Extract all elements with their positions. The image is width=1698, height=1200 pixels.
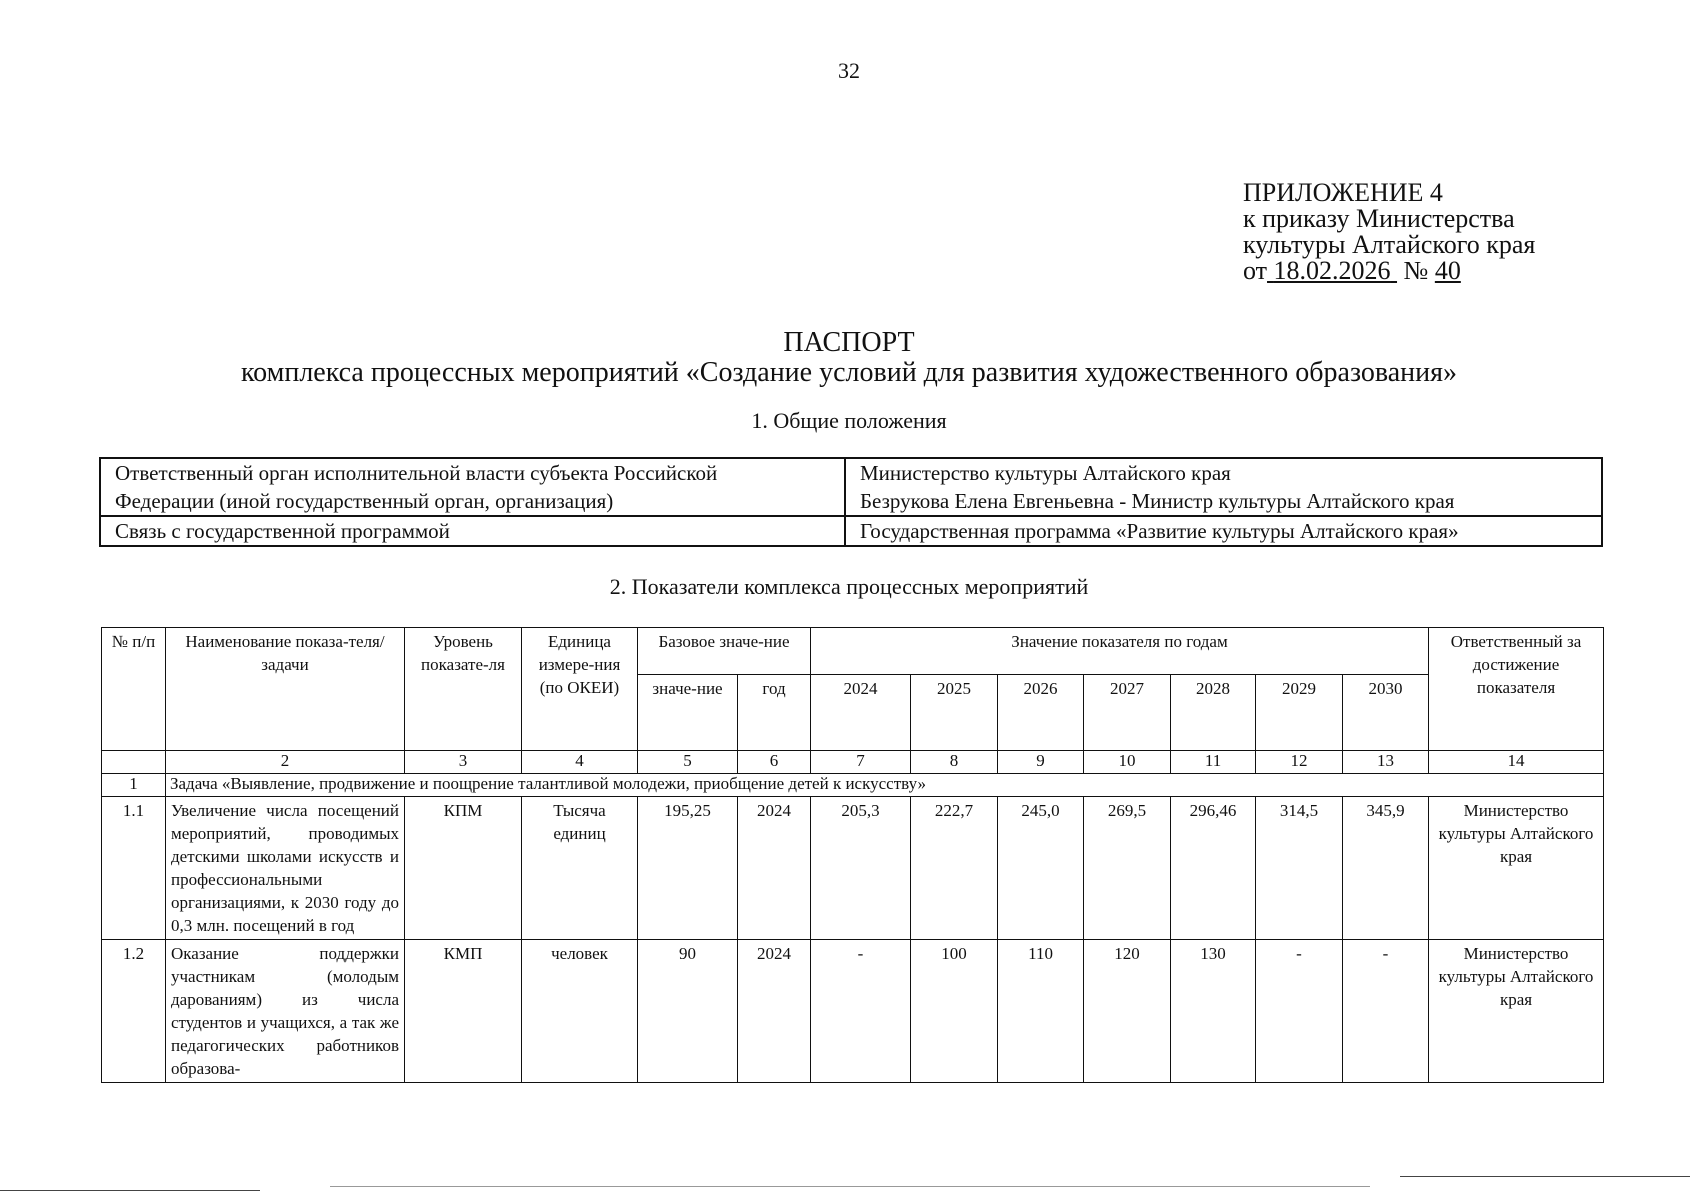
program-link-value: Государственная программа «Развитие культуры Алтайского края» (845, 516, 1602, 546)
year-value: 205,3 (811, 797, 911, 940)
base-year: 2024 (738, 940, 811, 1083)
indicator-name: Увеличение числа посещений мероприятий, проводимых детскими школами искусств и профессиональными организациями, к 2030 году до 0,3 млн. посещений в год (166, 797, 405, 940)
base-year: 2024 (738, 797, 811, 940)
general-provisions-table (99, 457, 1603, 547)
column-number: 9 (998, 751, 1084, 774)
order-date: 18.02.2026 (1273, 256, 1391, 285)
scan-artifact-line (0, 1190, 260, 1191)
responsible-body-value: Министерство культуры Алтайского края Безрукова Елена Евгеньевна - Министр культуры Алтайского края (845, 458, 1602, 516)
year-value: 269,5 (1084, 797, 1171, 940)
year-value: 245,0 (998, 797, 1084, 940)
year-value: - (1256, 940, 1343, 1083)
row-num: 1.2 (102, 940, 166, 1083)
indicator-level: КПМ (405, 797, 522, 940)
column-number: 11 (1171, 751, 1256, 774)
header-name: Наименование показа-теля/задачи (166, 628, 405, 751)
appendix-title: ПРИЛОЖЕНИЕ 4 (1243, 178, 1443, 207)
column-number: 12 (1256, 751, 1343, 774)
header-year: 2026 (998, 675, 1084, 751)
column-number: 3 (405, 751, 522, 774)
column-number: 8 (911, 751, 998, 774)
year-value: 345,9 (1343, 797, 1429, 940)
header-year: 2028 (1171, 675, 1256, 751)
column-number: 5 (638, 751, 738, 774)
year-value: 100 (911, 940, 998, 1083)
appendix-date-line (1243, 258, 1535, 284)
header-year: 2030 (1343, 675, 1429, 751)
header-year: 2029 (1256, 675, 1343, 751)
year-value: 120 (1084, 940, 1171, 1083)
table-row (100, 516, 1602, 546)
task-row (102, 774, 1604, 797)
task-num: 1 (102, 774, 166, 797)
responsible: Министерство культуры Алтайского края (1429, 797, 1604, 940)
appendix-block (1243, 180, 1535, 284)
header-base: Базовое значе-ние (638, 628, 811, 675)
responsible: Министерство культуры Алтайского края (1429, 940, 1604, 1083)
number-label: № (1403, 256, 1429, 285)
passport-subtitle: комплекса процессных мероприятий «Создание условий для развития художественного образования» (240, 357, 1457, 388)
column-number: 2 (166, 751, 405, 774)
section2-heading: 2. Показатели комплекса процессных мероприятий (609, 574, 1089, 599)
from-label: от (1243, 256, 1268, 285)
column-number: 10 (1084, 751, 1171, 774)
column-number: 4 (522, 751, 638, 774)
column-number: 6 (738, 751, 811, 774)
column-number: 13 (1343, 751, 1429, 774)
indicator-level: КМП (405, 940, 522, 1083)
year-value: 314,5 (1256, 797, 1343, 940)
header-year: 2027 (1084, 675, 1171, 751)
table-row (102, 797, 1604, 940)
year-value: - (1343, 940, 1429, 1083)
year-value: 130 (1171, 940, 1256, 1083)
task-text: Задача «Выявление, продвижение и поощрение талантливой молодежи, приобщение детей к искусству» (166, 774, 1604, 797)
table-row (102, 940, 1604, 1083)
row-num: 1.1 (102, 797, 166, 940)
responsible-body-label: Ответственный орган исполнительной власти субъекта Российской Федерации (иной государственный орган, организация) (100, 458, 845, 516)
header-unit: Единица измере-ния (по ОКЕИ) (522, 628, 638, 751)
column-number (102, 751, 166, 774)
appendix-order-line: к приказу Министерства (1243, 204, 1515, 233)
appendix-ministry-line: культуры Алтайского края (1243, 230, 1536, 259)
header-level: Уровень показате-ля (405, 628, 522, 751)
year-value: - (811, 940, 911, 1083)
column-number: 7 (811, 751, 911, 774)
column-number: 14 (1429, 751, 1604, 774)
year-value: 222,7 (911, 797, 998, 940)
base-value: 90 (638, 940, 738, 1083)
header-base-value: значе-ние (638, 675, 738, 751)
indicator-unit: Тысяча единиц (522, 797, 638, 940)
header-base-year: год (738, 675, 811, 751)
year-value: 110 (998, 940, 1084, 1083)
passport-heading: ПАСПОРТ (783, 327, 915, 358)
table-row (100, 458, 1602, 516)
indicator-unit: человек (522, 940, 638, 1083)
page-number: 32 (838, 58, 860, 83)
base-value: 195,25 (638, 797, 738, 940)
indicator-name: Оказание поддержки участникам (молодым дарованиям) из числа студентов и учащихся, а так же педагогических работников образова- (166, 940, 405, 1083)
document-title (0, 328, 1698, 388)
header-responsible: Ответственный за достижение показателя (1429, 628, 1604, 751)
header-num: № п/п (102, 628, 166, 751)
column-number-row (102, 751, 1604, 774)
indicators-table (101, 627, 1604, 1083)
header-year: 2024 (811, 675, 911, 751)
header-year: 2025 (911, 675, 998, 751)
program-link-label: Связь с государственной программой (100, 516, 845, 546)
section1-heading: 1. Общие положения (751, 408, 947, 433)
header-row (102, 628, 1604, 675)
order-number: 40 (1434, 256, 1461, 285)
scan-artifact-line (330, 1186, 1370, 1187)
year-value: 296,46 (1171, 797, 1256, 940)
scan-artifact-line (1400, 1176, 1690, 1177)
header-years-group: Значение показателя по годам (811, 628, 1429, 675)
